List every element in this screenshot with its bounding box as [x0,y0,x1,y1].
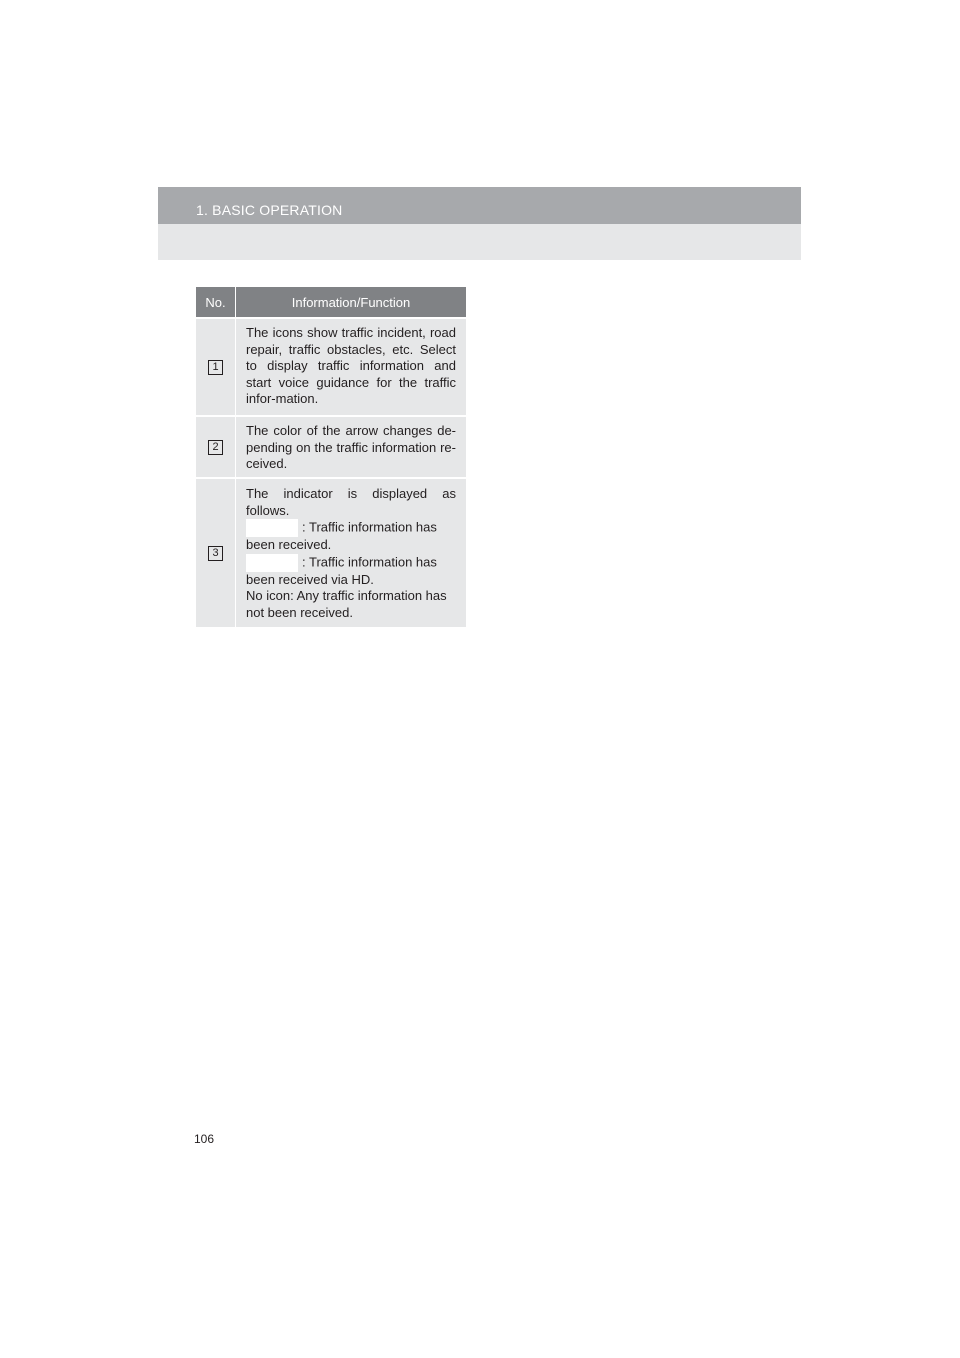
table-row [196,317,466,415]
row-number-cell [196,417,236,477]
traffic-received-icon [246,519,298,537]
section-title: 1. BASIC OPERATION [196,202,343,218]
indicator-item [246,519,456,537]
indicator-item-cont: not been received. [246,604,353,620]
indicator-item-cont: been received via HD. [246,571,374,587]
traffic-hd-icon [246,554,298,572]
indicator-item [246,554,456,572]
page-number: 106 [194,1132,215,1146]
table-header [196,287,466,317]
number-1-icon: 1 [208,360,223,375]
number-3-icon: 3 [208,546,223,561]
table-row [196,477,466,627]
indicator-item-text: : Traffic information has [302,553,437,569]
section-header-subbar [158,224,801,260]
row-info-cell [236,479,466,627]
indicator-item-cont: been received. [246,537,332,552]
number-2-icon: 2 [208,440,223,455]
info-table [196,287,466,627]
row-info-cell [236,417,466,477]
row-info-cell [236,319,466,415]
row-number-cell [196,319,236,415]
indicator-item: No icon: Any traffic information has [246,588,447,603]
indicator-item-text: : Traffic information has [302,519,437,535]
section-header-bar [158,187,801,224]
indicator-intro: The indicator is displayed as follows. [246,486,456,518]
column-header-no: No. [196,287,236,317]
row-number-cell [196,479,236,627]
table-row [196,415,466,477]
row-description: The color of the arrow changes de-pending on the traffic information re-ceived. [246,423,456,471]
row-description: The icons show traffic incident, road repair, traffic obstacles, etc. Select to display traffic information and start voice guidance for the traffic infor-mation. [246,325,456,406]
column-header-info: Information/Function [291,294,411,310]
